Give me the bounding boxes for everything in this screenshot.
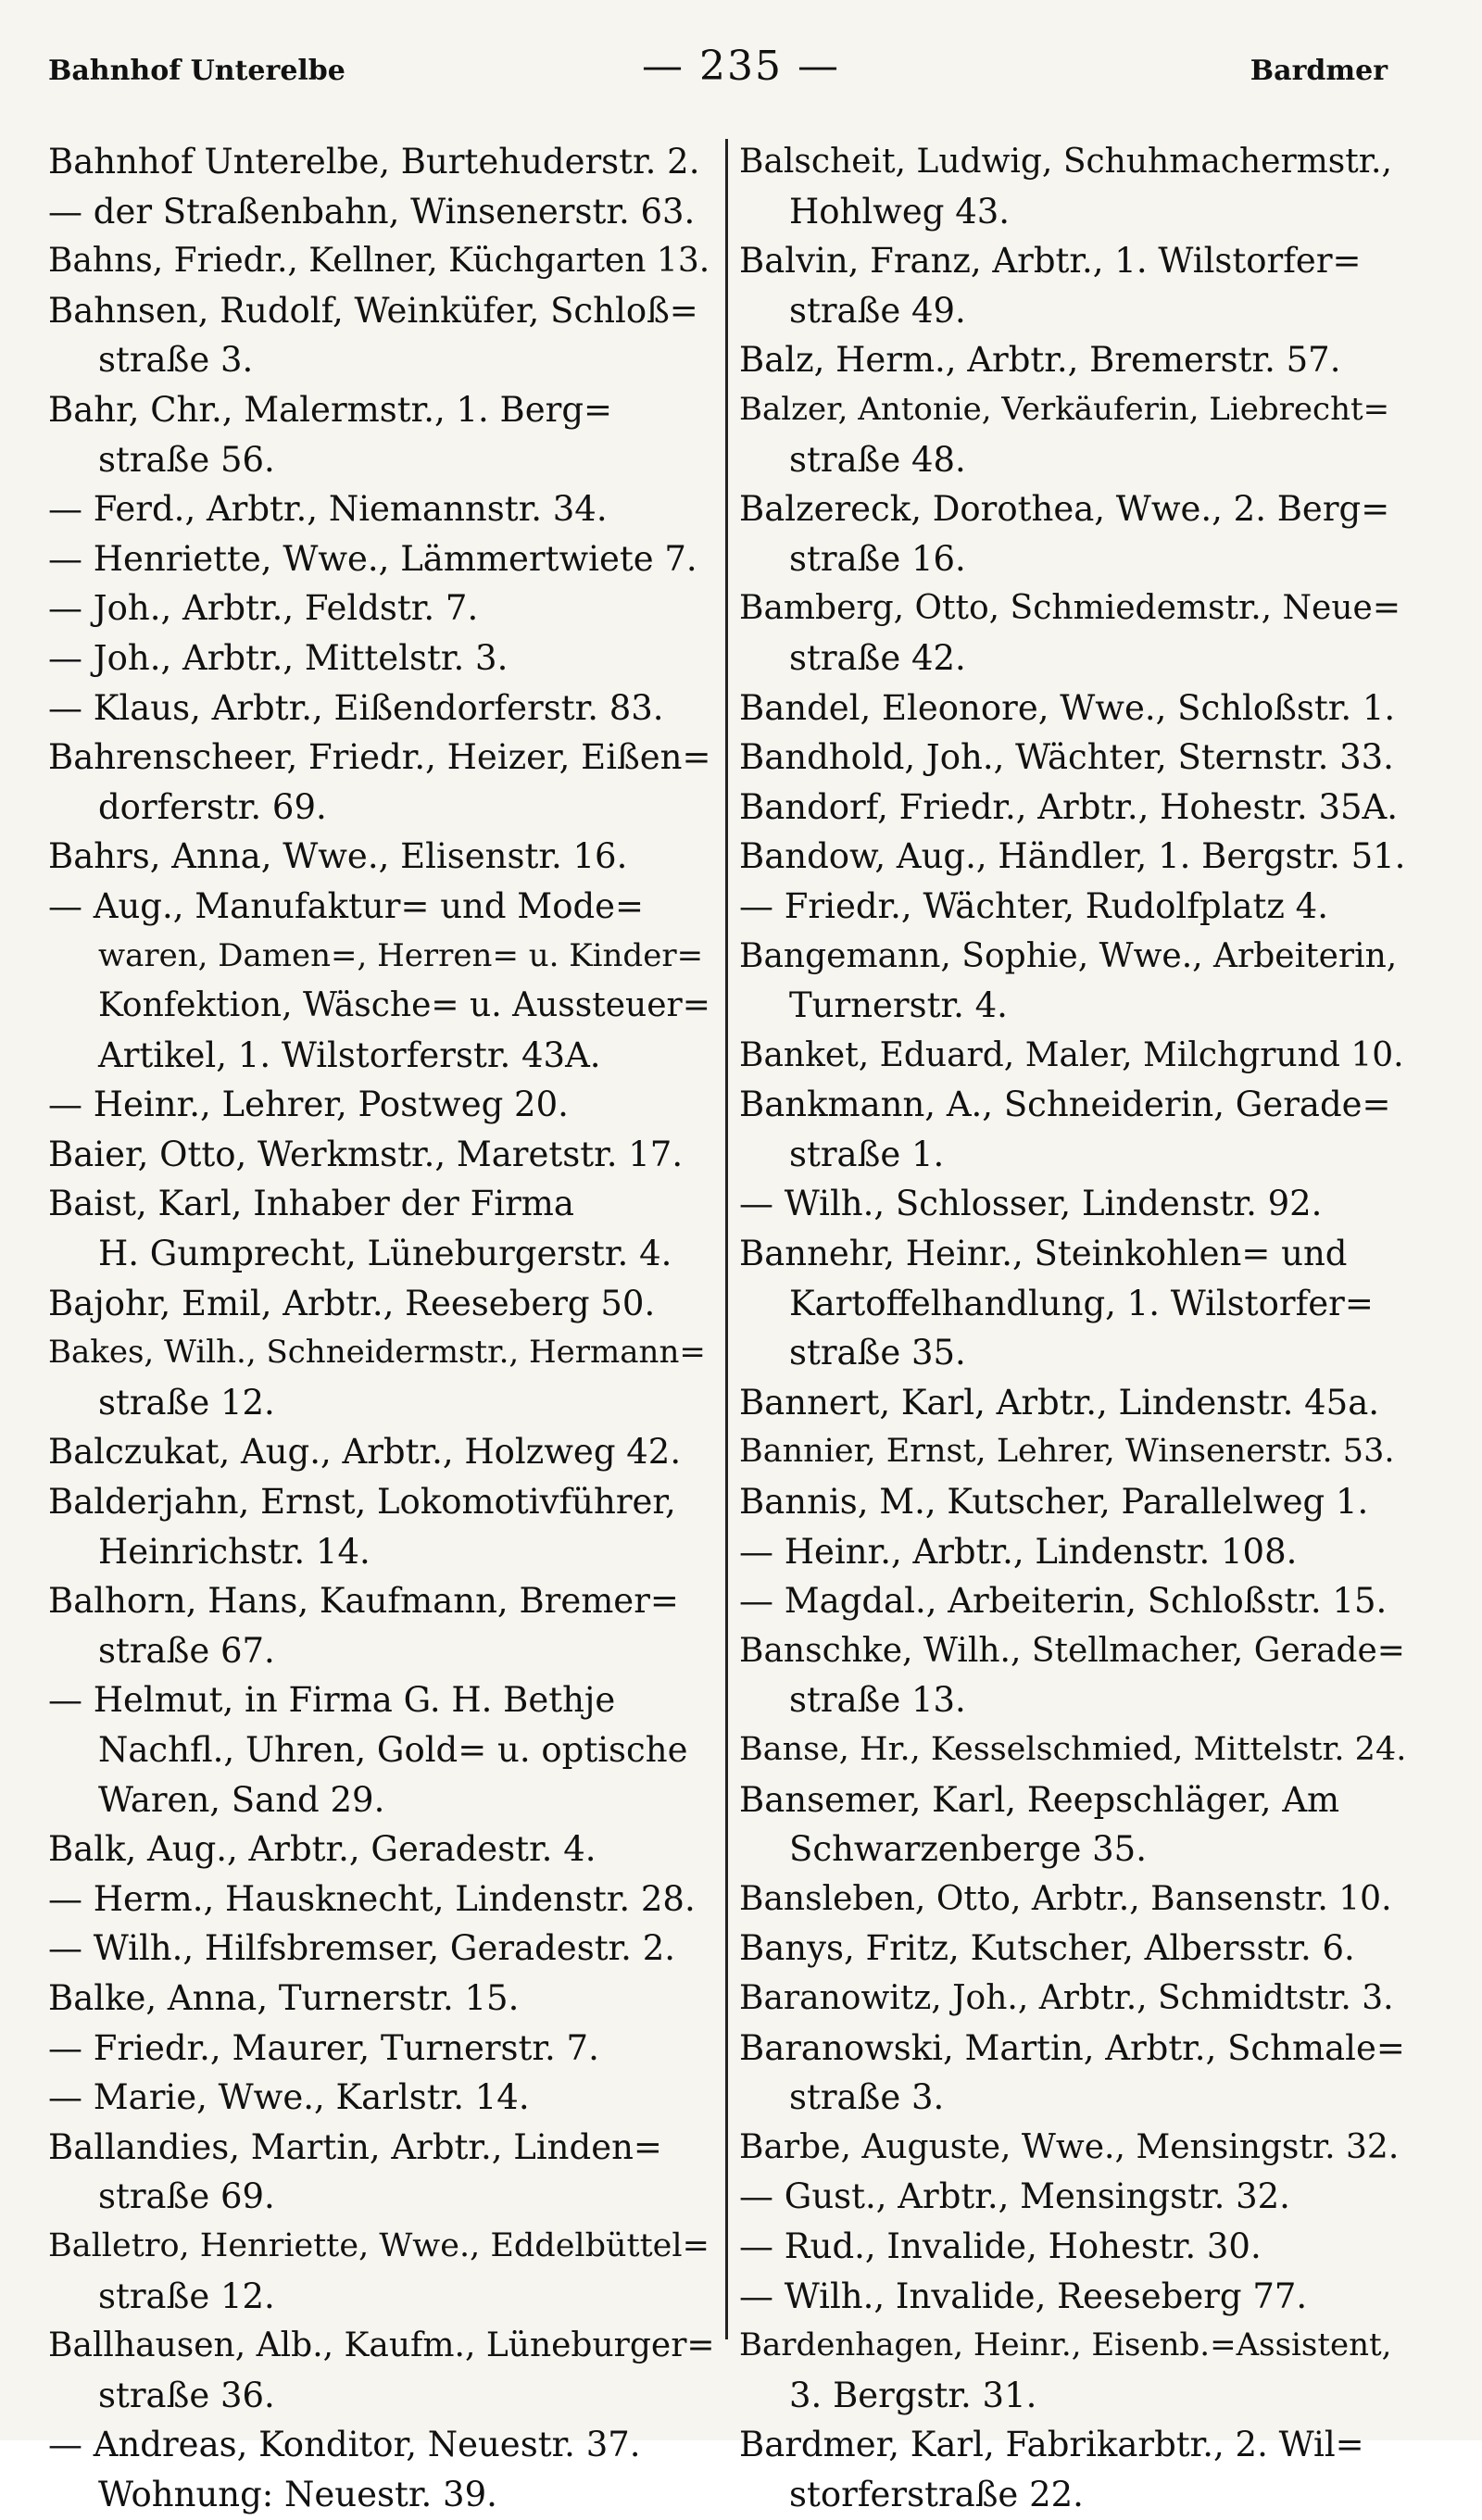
entry-continuation-line: straße 3. (98, 340, 254, 381)
entry-line: Balhorn, Hans, Kaufmann, Bremer= (48, 1581, 679, 1622)
entry-line: Balke, Anna, Turnerstr. 15. (48, 1977, 520, 2018)
entry-line: Bardenhagen, Heinr., Eisenb.=Assistent, (739, 2326, 1392, 2364)
entry-line: Bamberg, Otto, Schmiedemstr., Neue= (739, 589, 1400, 628)
entry-continuation-line: straße 36. (98, 2375, 275, 2415)
entry-line: Bannier, Ernst, Lehrer, Winsenerstr. 53. (739, 1433, 1395, 1471)
entry-line: — Wilh., Schlosser, Lindenstr. 92. (739, 1184, 1323, 1224)
entry-line: Bandorf, Friedr., Arbtr., Hohestr. 35A. (739, 786, 1399, 827)
entry-continuation-line: straße 69. (98, 2176, 275, 2217)
entry-line: Bannert, Karl, Arbtr., Lindenstr. 45a. (739, 1382, 1380, 1423)
entry-continuation-line: straße 49. (789, 290, 966, 331)
entry-line: Bannehr, Heinr., Steinkohlen= und (739, 1234, 1348, 1274)
entry-continuation-line: storferstraße 22. (789, 2474, 1084, 2514)
entry-continuation-line: straße 67. (98, 1630, 275, 1671)
entry-line: Balk, Aug., Arbtr., Geradestr. 4. (48, 1829, 597, 1870)
entry-continuation-line: Konfektion, Wäsche= u. Aussteuer= (98, 986, 710, 1025)
column-divider (725, 139, 728, 2339)
entry-line: Bandel, Eleonore, Wwe., Schloßstr. 1. (739, 687, 1396, 728)
entry-line: Bajohr, Emil, Arbtr., Reeseberg 50. (48, 1283, 656, 1323)
entry-line: — Helmut, in Firma G. H. Bethje (48, 1680, 616, 1721)
entry-line: — Wilh., Hilfsbremser, Geradestr. 2. (48, 1928, 676, 1969)
entry-line: — Gust., Arbtr., Mensingstr. 32. (739, 2176, 1290, 2217)
entry-line: Bandow, Aug., Händler, 1. Bergstr. 51. (739, 836, 1406, 877)
entry-continuation-line: Schwarzenberge 35. (789, 1829, 1147, 1870)
entry-line: Bannis, M., Kutscher, Parallelweg 1. (739, 1482, 1369, 1523)
entry-line: Bansemer, Karl, Reepschläger, Am (739, 1779, 1340, 1820)
entry-continuation-line: straße 42. (789, 637, 966, 678)
entry-line: — Rud., Invalide, Hohestr. 30. (739, 2225, 1262, 2266)
entry-line: Baist, Karl, Inhaber der Firma (48, 1184, 574, 1224)
entry-line: Bangemann, Sophie, Wwe., Arbeiterin, (739, 936, 1398, 975)
entry-line: Balvin, Franz, Arbtr., 1. Wilstorfer= (739, 241, 1362, 282)
entry-continuation-line: H. Gumprecht, Lüneburgerstr. 4. (98, 1234, 672, 1274)
entry-line: Ballandies, Martin, Arbtr., Linden= (48, 2126, 662, 2167)
page-number: — 235 — (642, 43, 840, 90)
entry-line: — Henriette, Wwe., Lämmertwiete 7. (48, 538, 697, 579)
entry-continuation-line: Heinrichstr. 14. (98, 1531, 370, 1572)
entry-line: Balczukat, Aug., Arbtr., Holzweg 42. (48, 1432, 682, 1473)
entry-continuation-line: straße 35. (789, 1333, 966, 1373)
entry-line: — Ferd., Arbtr., Niemannstr. 34. (48, 489, 608, 530)
entry-line: Bahrs, Anna, Wwe., Elisenstr. 16. (48, 836, 628, 877)
left-column (48, 137, 719, 2520)
entry-line: Bahnhof Unterelbe, Burtehuderstr. 2. (48, 142, 700, 182)
entry-line: Balscheit, Ludwig, Schuhmachermstr., (739, 143, 1392, 181)
entry-line: Banys, Fritz, Kutscher, Albersstr. 6. (739, 1928, 1355, 1969)
entry-line: Ballhausen, Alb., Kaufm., Lüneburger= (48, 2326, 715, 2365)
entry-line: Baier, Otto, Werkmstr., Maretstr. 17. (48, 1134, 684, 1174)
entry-continuation-line: straße 12. (98, 1382, 275, 1423)
entry-line: Balderjahn, Ernst, Lokomotivführer, (48, 1482, 676, 1523)
entry-line: Bandhold, Joh., Wächter, Sternstr. 33. (739, 737, 1394, 778)
entry-continuation-line: Waren, Sand 29. (98, 1779, 385, 1820)
entry-line: — Herm., Hausknecht, Lindenstr. 28. (48, 1878, 696, 1919)
entry-line: Banschke, Wilh., Stellmacher, Gerade= (739, 1631, 1405, 1670)
entry-line: Barbe, Auguste, Wwe., Mensingstr. 32. (739, 2127, 1400, 2166)
entry-line: Balz, Herm., Arbtr., Bremerstr. 57. (739, 340, 1341, 381)
entry-continuation-line: Wohnung: Neuestr. 39. (98, 2474, 497, 2514)
entry-line: Bahns, Friedr., Kellner, Küchgarten 13. (48, 242, 710, 281)
entry-line: — Andreas, Konditor, Neuestr. 37. (48, 2425, 641, 2465)
entry-line: — Klaus, Arbtr., Eißendorferstr. 83. (48, 687, 664, 728)
entry-continuation-line: dorferstr. 69. (98, 786, 327, 827)
entry-line: — Wilh., Invalide, Reeseberg 77. (739, 2276, 1308, 2316)
entry-line: Balletro, Henriette, Wwe., Eddelbüttel= (48, 2226, 710, 2264)
entry-line: Banket, Eduard, Maler, Milchgrund 10. (739, 1035, 1404, 1074)
entry-continuation-line: Turnerstr. 4. (789, 985, 1008, 1026)
entry-line: Baranowitz, Joh., Arbtr., Schmidtstr. 3. (739, 1978, 1394, 2017)
entry-line: — Joh., Arbtr., Feldstr. 7. (48, 588, 479, 629)
entry-line: Bahnsen, Rudolf, Weinküfer, Schloß= (48, 290, 698, 331)
entry-line: Baranowski, Martin, Arbtr., Schmale= (739, 2027, 1405, 2068)
entry-continuation-line: straße 48. (789, 439, 966, 480)
entry-continuation-line: waren, Damen=, Herren= u. Kinder= (98, 936, 704, 974)
entry-continuation-line: Hohlweg 43. (789, 191, 1011, 232)
entry-line: Balzer, Antonie, Verkäuferin, Liebrecht= (739, 390, 1390, 428)
entry-continuation-line: straße 1. (789, 1134, 945, 1174)
entry-line: Bakes, Wilh., Schneidermstr., Hermann= (48, 1334, 706, 1372)
entry-line: Bansleben, Otto, Arbtr., Bansenstr. 10. (739, 1879, 1392, 1918)
entry-line: — Friedr., Wächter, Rudolfplatz 4. (739, 885, 1328, 926)
entry-line: Bardmer, Karl, Fabrikarbtr., 2. Wil= (739, 2425, 1364, 2465)
running-head-left: Bahnhof Unterelbe (48, 55, 345, 87)
entry-line: — Heinr., Arbtr., Lindenstr. 108. (739, 1531, 1298, 1572)
running-head-right: Bardmer (1250, 55, 1388, 87)
entry-line: Banse, Hr., Kesselschmied, Mittelstr. 24. (739, 1731, 1407, 1768)
entry-continuation-line: straße 12. (98, 2276, 275, 2316)
entry-line: — der Straßenbahn, Winsenerstr. 63. (48, 191, 696, 232)
entry-continuation-line: Kartoffelhandlung, 1. Wilstorfer= (789, 1283, 1374, 1323)
entry-line: Balzereck, Dorothea, Wwe., 2. Berg= (739, 489, 1390, 530)
entry-continuation-line: straße 3. (789, 2077, 945, 2118)
entry-line: — Aug., Manufaktur= und Mode= (48, 885, 645, 926)
entry-line: — Marie, Wwe., Karlstr. 14. (48, 2077, 530, 2118)
entry-continuation-line: Artikel, 1. Wilstorferstr. 43A. (98, 1034, 601, 1075)
entry-line: — Heinr., Lehrer, Postweg 20. (48, 1084, 569, 1125)
entry-continuation-line: 3. Bergstr. 31. (789, 2375, 1037, 2415)
entry-line: — Friedr., Maurer, Turnerstr. 7. (48, 2027, 599, 2068)
entry-line: Bankmann, A., Schneiderin, Gerade= (739, 1084, 1391, 1125)
entry-line: — Joh., Arbtr., Mittelstr. 3. (48, 637, 509, 678)
entry-continuation-line: straße 13. (789, 1680, 966, 1721)
entry-line: — Magdal., Arbeiterin, Schloßstr. 15. (739, 1581, 1388, 1622)
entry-line: Bahr, Chr., Malermstr., 1. Berg= (48, 389, 613, 430)
entry-continuation-line: Nachfl., Uhren, Gold= u. optische (98, 1730, 688, 1770)
right-column (739, 137, 1408, 2520)
entry-continuation-line: straße 16. (789, 538, 966, 579)
entry-line: Bahrenscheer, Friedr., Heizer, Eißen= (48, 737, 711, 778)
entry-continuation-line: straße 56. (98, 439, 275, 480)
